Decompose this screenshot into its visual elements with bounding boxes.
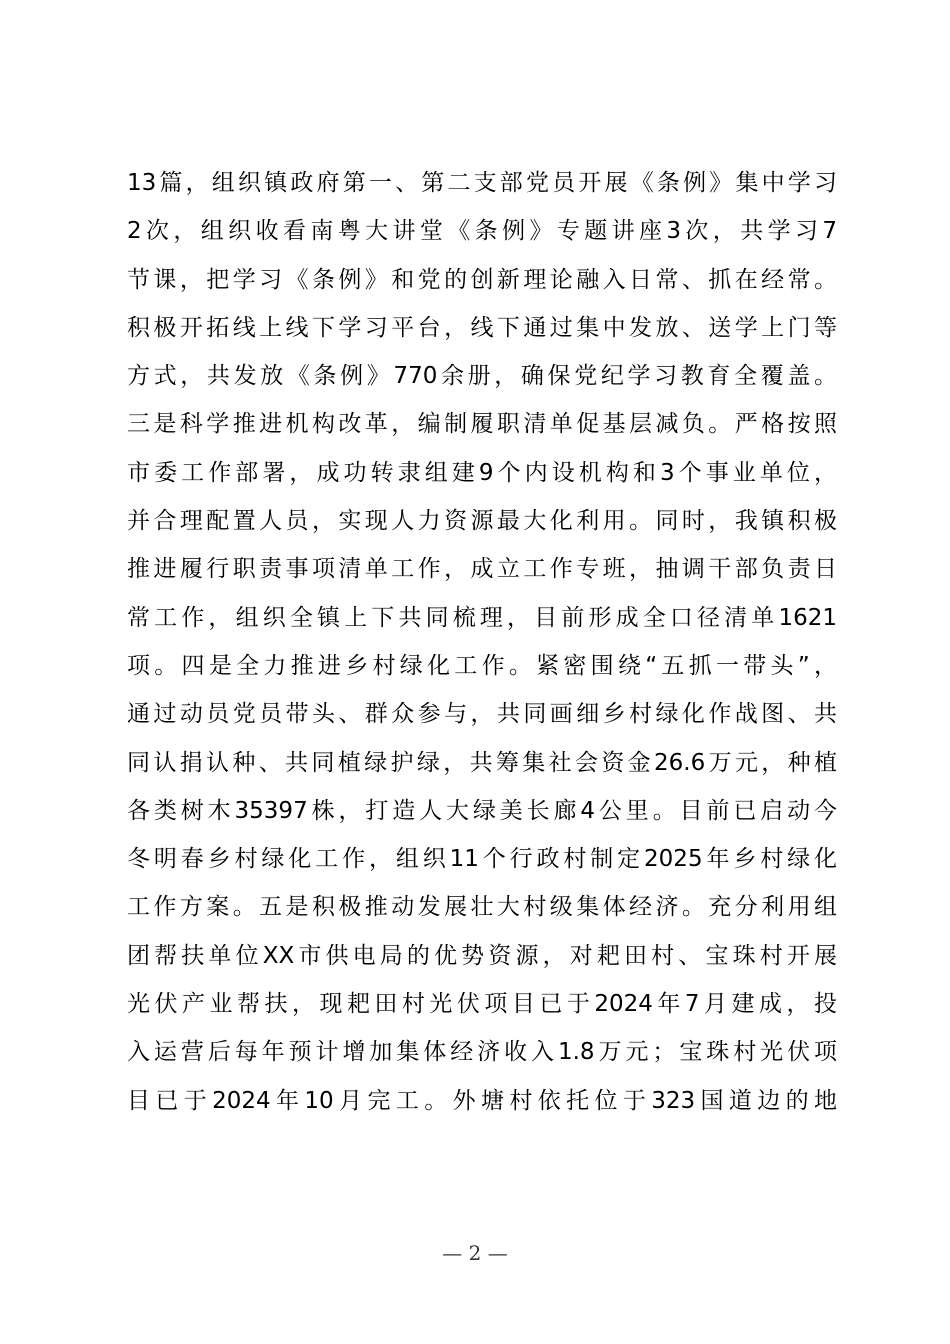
- text-line: 2次，组织收看南粤大讲堂《条例》专题讲座3次，共学习7: [127, 218, 837, 245]
- text-line: 市委工作部署，成功转隶组建9个内设机构和3个事业单位，: [127, 459, 837, 486]
- text-line: 冬明春乡村绿化工作，组织11个行政村制定2025年乡村绿化: [127, 846, 837, 873]
- text-line: 积极开拓线上线下学习平台，线下通过集中发放、送学上门等: [127, 314, 837, 341]
- text-line: 三是科学推进机构改革，编制履职清单促基层减负。严格按照: [127, 411, 837, 438]
- text-line: 常工作，组织全镇上下共同梳理，目前形成全口径清单1621: [127, 604, 837, 631]
- text-line: 方式，共发放《条例》770余册，确保党纪学习教育全覆盖。: [127, 363, 837, 390]
- body-text: [127, 170, 837, 1125]
- text-line: 工作方案。五是积极推动发展壮大村级集体经济。充分利用组: [127, 894, 837, 921]
- text-line: 13篇，组织镇政府第一、第二支部党员开展《条例》集中学习: [127, 170, 837, 196]
- text-line: 光伏产业帮扶，现耙田村光伏项目已于2024年7月建成，投: [127, 991, 837, 1018]
- text-line: 推进履行职责事项清单工作，成立工作专班，抽调干部负责日: [127, 556, 837, 583]
- text-line: 项。四是全力推进乡村绿化工作。紧密围绕“五抓一带头”，: [127, 652, 837, 679]
- page-number: — 2 —: [442, 1241, 508, 1265]
- text-line: 节课，把学习《条例》和党的创新理论融入日常、抓在经常。: [127, 266, 837, 293]
- text-line: 入运营后每年预计增加集体经济收入1.8万元；宝珠村光伏项: [127, 1039, 837, 1066]
- text-line: 同认捐认种、共同植绿护绿，共筹集社会资金26.6万元，种植: [127, 749, 837, 776]
- text-line: 通过动员党员带头、群众参与，共同画细乡村绿化作战图、共: [127, 701, 837, 728]
- text-line: 目已于2024年10月完工。外塘村依托位于323国道边的地: [127, 1087, 837, 1114]
- text-line: 并合理配置人员，实现人力资源最大化利用。同时，我镇积极: [127, 508, 837, 535]
- text-line: 团帮扶单位XX市供电局的优势资源，对耙田村、宝珠村开展: [127, 942, 837, 969]
- text-line: 各类树木35397株，打造人大绿美长廊4公里。目前已启动今: [127, 797, 837, 824]
